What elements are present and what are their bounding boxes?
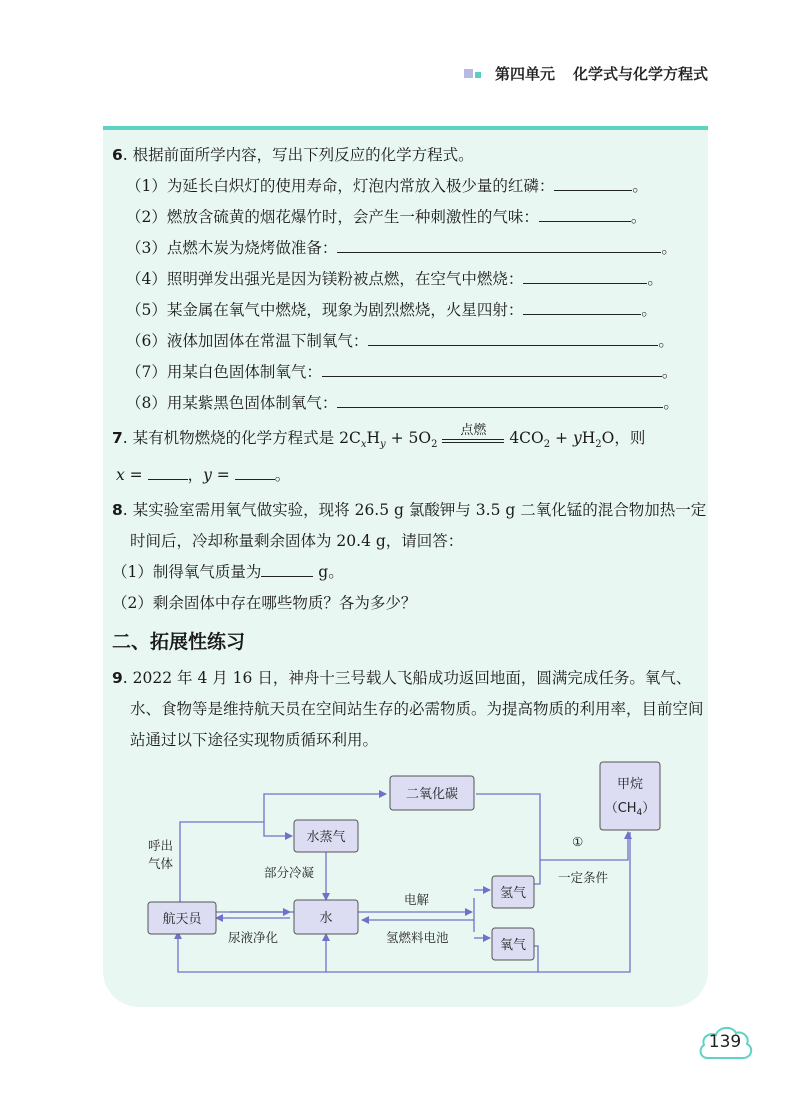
to-vapor-line xyxy=(264,822,292,836)
methane-box xyxy=(600,762,660,830)
bottom-right-line xyxy=(538,832,630,972)
astronaut-label: 航天员 xyxy=(162,912,202,927)
end-mark: 。 xyxy=(647,270,663,288)
end-mark: 。 xyxy=(274,466,291,485)
answer-blank[interactable] xyxy=(235,461,275,480)
small-square-icon xyxy=(475,72,481,78)
page-header xyxy=(464,62,708,84)
co2-label: 二氧化碳 xyxy=(405,787,459,802)
unit-title: 化学式与化学方程式 xyxy=(572,64,708,83)
answer-blank[interactable] xyxy=(523,265,647,284)
question-number: 9 xyxy=(112,669,123,688)
equation-part: O，则 xyxy=(601,429,646,447)
equation-part: 4CO xyxy=(509,429,544,447)
question-7 xyxy=(112,423,712,460)
question-6 xyxy=(112,140,712,171)
item-text: （2）剩余固体中存在哪些物质？各为多少？ xyxy=(112,594,417,613)
reaction-arrow xyxy=(442,423,504,443)
q6-item-1 xyxy=(112,171,712,202)
equals: = xyxy=(124,466,148,485)
item-text: （6）液体加固体在常温下制氧气： xyxy=(126,332,369,350)
q6-item-3 xyxy=(112,233,712,264)
q6-item-6 xyxy=(112,326,712,357)
question-number: 6 xyxy=(112,146,123,164)
equation-part: + 5O xyxy=(385,429,432,447)
subscript: 2 xyxy=(543,439,551,451)
q6-item-2 xyxy=(112,202,712,233)
condense-label: 部分冷凝 xyxy=(264,865,315,880)
end-mark: 。 xyxy=(630,208,647,226)
hydrogen-to-methane-line xyxy=(534,860,540,884)
end-mark: 。 xyxy=(658,332,674,350)
square-icon xyxy=(464,69,473,78)
q6-item-8 xyxy=(112,388,712,419)
methane-formula: $(CH_4)$ xyxy=(604,801,656,818)
question-number: 8 xyxy=(112,501,123,520)
equation-part: H xyxy=(581,429,596,447)
answer-blank[interactable] xyxy=(261,558,313,577)
answer-blank[interactable] xyxy=(539,203,631,222)
equation-part: H xyxy=(366,429,380,447)
circle-one-label: ① xyxy=(572,834,584,849)
hydrogen-label: 氢气 xyxy=(499,886,527,901)
page-number: 139 xyxy=(708,1032,742,1052)
subscript: 2 xyxy=(431,439,438,451)
item-text: （7）用某白色固体制氧气： xyxy=(126,363,322,381)
answer-blank[interactable] xyxy=(554,172,632,191)
electrolysis-label: 电解 xyxy=(404,892,430,907)
oxygen-label: 氧气 xyxy=(499,938,527,953)
separator: ， xyxy=(187,466,204,485)
end-mark: 。 xyxy=(661,239,677,257)
section-title: 二、拓展性练习 xyxy=(112,631,246,654)
subscript: 2 xyxy=(595,439,602,451)
question-9 xyxy=(112,663,712,756)
water-label: 水 xyxy=(319,911,333,926)
answer-blank[interactable] xyxy=(368,327,658,346)
item-text: （2）燃放含硫黄的烟花爆竹时，会产生一种刺激性的气味： xyxy=(126,208,539,226)
urine-label: 尿液净化 xyxy=(228,930,279,945)
page-number-badge xyxy=(696,1022,754,1062)
equals: = xyxy=(211,466,235,485)
item-text: （8）用某紫黑色固体制氧气： xyxy=(126,394,338,412)
variable: y xyxy=(572,429,582,447)
question-8 xyxy=(112,495,712,557)
condition-label: 一定条件 xyxy=(558,870,609,885)
question-stem: . 根据前面所学内容，写出下列反应的化学方程式。 xyxy=(122,146,474,164)
q8-item-1 xyxy=(112,557,712,588)
exhale-label-1: 呼出 xyxy=(148,838,174,853)
vapor-label: 水蒸气 xyxy=(306,830,346,845)
subscript: x xyxy=(360,439,367,451)
item-text: （1）为延长白炽灯的使用寿命，灯泡内常放入极少量的红磷： xyxy=(126,177,555,195)
end-mark: 。 xyxy=(641,301,657,319)
exercise-content xyxy=(112,140,712,756)
q6-item-7 xyxy=(112,357,712,388)
end-mark: 。 xyxy=(661,363,678,381)
answer-blank[interactable] xyxy=(322,358,662,377)
question-stem: . 2022 年 4 月 16 日，神舟十三号载人飞船成功返回地面，圆满完成任务。氧气、水、食物等是维持航天员在空间站生存的必需物质。为提高物质的利用率，目前空间站通过以下途径实现物质循环利用。 xyxy=(122,669,704,750)
equation-part: . 某有机物燃烧的化学方程式是 2C xyxy=(122,429,361,447)
end-mark: 。 xyxy=(663,394,679,412)
answer-blank[interactable] xyxy=(337,389,663,408)
item-text: （3）点燃木炭为烧烤做准备： xyxy=(126,239,338,257)
q6-item-4 xyxy=(112,264,712,295)
unit: g。 xyxy=(313,563,344,582)
item-text: （5）某金属在氧气中燃烧，现象为剧烈燃烧，火星四射： xyxy=(126,301,524,319)
item-text: （4）照明弹发出强光是因为镁粉被点燃，在空气中燃烧： xyxy=(126,270,524,288)
q8-item-2 xyxy=(112,588,712,619)
answer-blank[interactable] xyxy=(523,296,641,315)
answer-blank[interactable] xyxy=(148,461,188,480)
item-text: （1）制得氧气质量为 xyxy=(112,563,262,582)
reaction-condition: 点燃 xyxy=(460,423,487,438)
question-stem: . 某实验室需用氧气做实验，现将 26.5 g 氯酸钾与 3.5 g 二氧化锰的混合物加热一定时间后，冷却称量剩余固体为 20.4 g，请回答： xyxy=(122,501,707,551)
variable: x xyxy=(116,466,125,485)
equation-part: + xyxy=(550,429,573,447)
material-cycle-diagram xyxy=(118,750,678,980)
subscript: y xyxy=(379,439,386,451)
fuel-cell-label: 氢燃料电池 xyxy=(386,930,449,945)
q6-item-5 xyxy=(112,295,712,326)
end-mark: 。 xyxy=(632,177,648,195)
exhale-label-2: 气体 xyxy=(148,856,174,871)
variable: y xyxy=(203,466,212,485)
methane-label: 甲烷 xyxy=(616,777,644,792)
answer-blank[interactable] xyxy=(337,234,661,253)
unit-label: 第四单元 xyxy=(494,64,555,83)
q7-answer-line xyxy=(112,460,712,491)
question-number: 7 xyxy=(112,429,123,447)
